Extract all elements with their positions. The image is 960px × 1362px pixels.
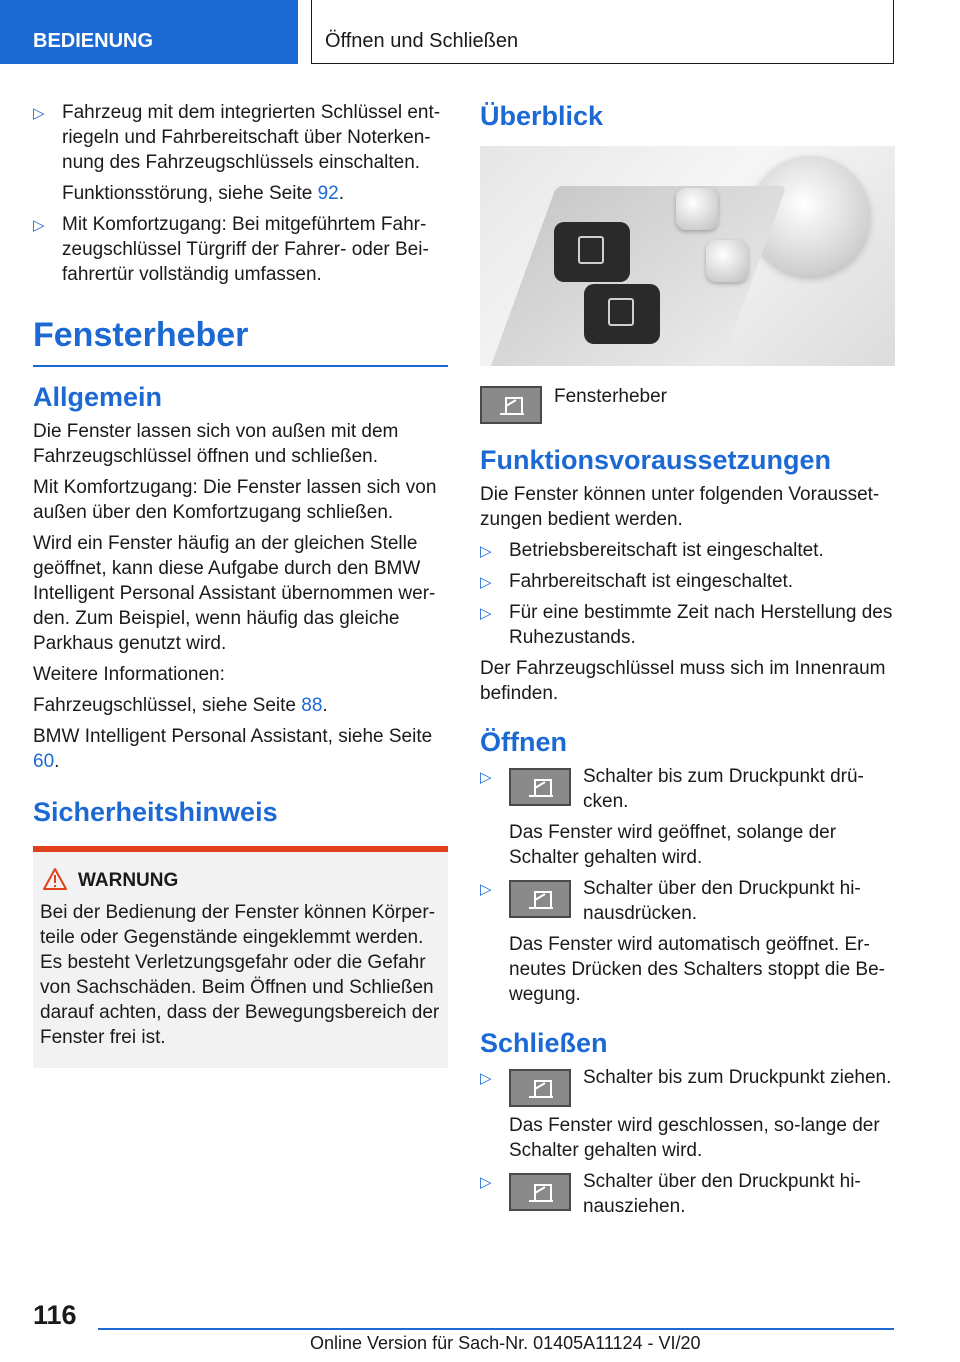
section-label: BEDIENUNG [33,30,154,52]
list-item [33,212,448,287]
window-glyph-icon [578,236,604,264]
triangle-bullet-icon: ▷ [480,1174,492,1191]
list-item [480,876,895,1007]
list-item [480,764,895,870]
list-item-subtext: Das Fenster wird geöffnet, solange der Schalter gehalten wird. [509,822,837,868]
list-item [480,1169,895,1219]
window-switch-icon [509,1173,571,1211]
list-item-text: Schalter bis zum Druckpunkt ziehen. [583,1067,892,1088]
paragraph: Die Fenster lassen sich von außen mit dem Fahrzeugschlüssel öffnen und schließen. [33,421,399,467]
list-item [480,569,895,594]
triangle-bullet-icon: ▷ [33,105,45,122]
section-tab [0,0,298,64]
heading-funktionsvoraussetzungen: Funktionsvoraussetzungen [480,445,832,475]
ref-suffix: . [322,695,328,716]
list-item-subtext: Das Fenster wird automatisch geöffnet. Er-neutes Drücken des Schalters stoppt die Be-wegung. [509,934,885,1005]
triangle-bullet-icon: ▷ [480,605,492,622]
triangle-bullet-icon: ▷ [33,217,45,234]
ref-text: Funktionsstörung, siehe Seite [62,183,318,204]
window-switch-photo [480,146,895,366]
list-item-text: Schalter bis zum Druckpunkt drü-cken. [583,766,864,812]
title-divider [33,365,448,367]
paragraph: Der Fahrzeugschlüssel muss sich im Innenraum befinden. [480,658,886,704]
footer-divider [98,1328,894,1330]
chapter-header [311,0,894,64]
window-switch-icon [509,768,571,806]
right-column [480,100,895,1225]
paragraph: Wird ein Fenster häufig an der gleichen Stelle geöffnet, kann diese Aufgabe durch den BMW Intelligent Personal Assistant übernommen wer-den. Zum Beispiel, wenn häufig das gleiche Parkhaus genutzt wird. [33,533,436,654]
list-item-text: Fahrbereitschaft ist eingeschaltet. [509,571,794,592]
warning-box [33,846,448,1068]
warning-icon [42,867,68,891]
photo-caption: Fensterheber [554,386,668,407]
page-link-60[interactable]: 60 [33,751,55,772]
triangle-bullet-icon: ▷ [480,1070,492,1087]
icon-text-row [509,764,895,814]
page-link-88[interactable]: 88 [301,695,323,716]
list-item-text: Für eine bestimmte Zeit nach Herstellung des Ruhezustands. [509,602,893,648]
list-item-text: Fahrzeug mit dem integrierten Schlüssel ent-riegeln und Fahrbereitschaft über Noterken-nung des Fahrzeugschlüssels einschalten. [62,102,441,173]
list-item-text: Betriebsbereitschaft ist eingeschaltet. [509,540,824,561]
reference-line [33,724,448,774]
list-item [480,1065,895,1163]
heading-schliessen: Schließen [480,1028,608,1058]
triangle-bullet-icon: ▷ [480,543,492,560]
triangle-bullet-icon: ▷ [480,574,492,591]
window-button-icon [554,222,630,282]
heading-allgemein: Allgemein [33,382,163,412]
list-item-subtext: Das Fenster wird geschlossen, so-lange der Schalter gehalten wird. [509,1115,880,1161]
left-column [33,100,448,1068]
paragraph: Die Fenster können unter folgenden Vorausset-zungen bedient werden. [480,484,880,530]
list-item [480,600,895,650]
paragraph: Weitere Informationen: [33,664,225,685]
list-item [480,538,895,563]
heading-ueberblick: Überblick [480,101,604,131]
reference-line [33,693,448,718]
triangle-bullet-icon: ▷ [480,769,492,786]
icon-text-row [509,1065,895,1107]
page-number: 116 [33,1300,77,1330]
page-link-92[interactable]: 92 [317,183,339,204]
page-title: Fensterheber [33,316,249,354]
paragraph: Mit Komfortzugang: Die Fenster lassen sich von außen über den Komfortzugang schließen. [33,477,437,523]
list-item-text: Schalter über den Druckpunkt hi-nausdrücken. [583,878,861,924]
ref-text: BMW Intelligent Personal Assistant, siehe Seite [33,726,433,747]
icon-text-row [509,1169,895,1219]
ref-text: Fahrzeugschlüssel, siehe Seite [33,695,302,716]
triangle-bullet-icon: ▷ [480,881,492,898]
list-item [33,100,448,206]
online-version-text: Online Version für Sach-Nr. 01405A11124 - VI/20 [310,1333,701,1353]
heading-sicherheitshinweis: Sicherheitshinweis [33,797,278,827]
list-item-text: Mit Komfortzugang: Bei mitgeführtem Fahr-zeugschlüssel Türgriff der Fahrer- oder Bei-fahrertür vollständig umfassen. [62,214,429,285]
window-switch-icon [509,880,571,918]
warning-heading [40,870,440,892]
list-item-subtext [62,181,448,206]
ref-suffix: . [54,751,60,772]
window-glyph-icon [608,298,634,326]
photo-caption-row [480,384,895,424]
window-switch-icon [509,1069,571,1107]
chapter-label: Öffnen und Schließen [325,30,519,52]
list-item-text: Schalter über den Druckpunkt hi-nausziehen. [583,1171,861,1217]
warning-text: Bei der Bedienung der Fenster können Körper-teile oder Gegenstände eingeklemmt werden. Es besteht Verletzungsgefahr oder die Gefahr von Sachschäden. Beim Öffnen und Schließen darauf achten, dass der Bewegungsbereich der Fenster frei ist. [40,902,440,1048]
ref-suffix: . [338,183,345,204]
heading-oeffnen: Öffnen [480,727,567,757]
rocker-knob [676,188,718,230]
rocker-knob [706,240,748,282]
warning-label: WARNUNG [78,870,179,891]
window-switch-icon [480,386,542,424]
icon-text-row [509,876,895,926]
window-button-icon [584,284,660,344]
